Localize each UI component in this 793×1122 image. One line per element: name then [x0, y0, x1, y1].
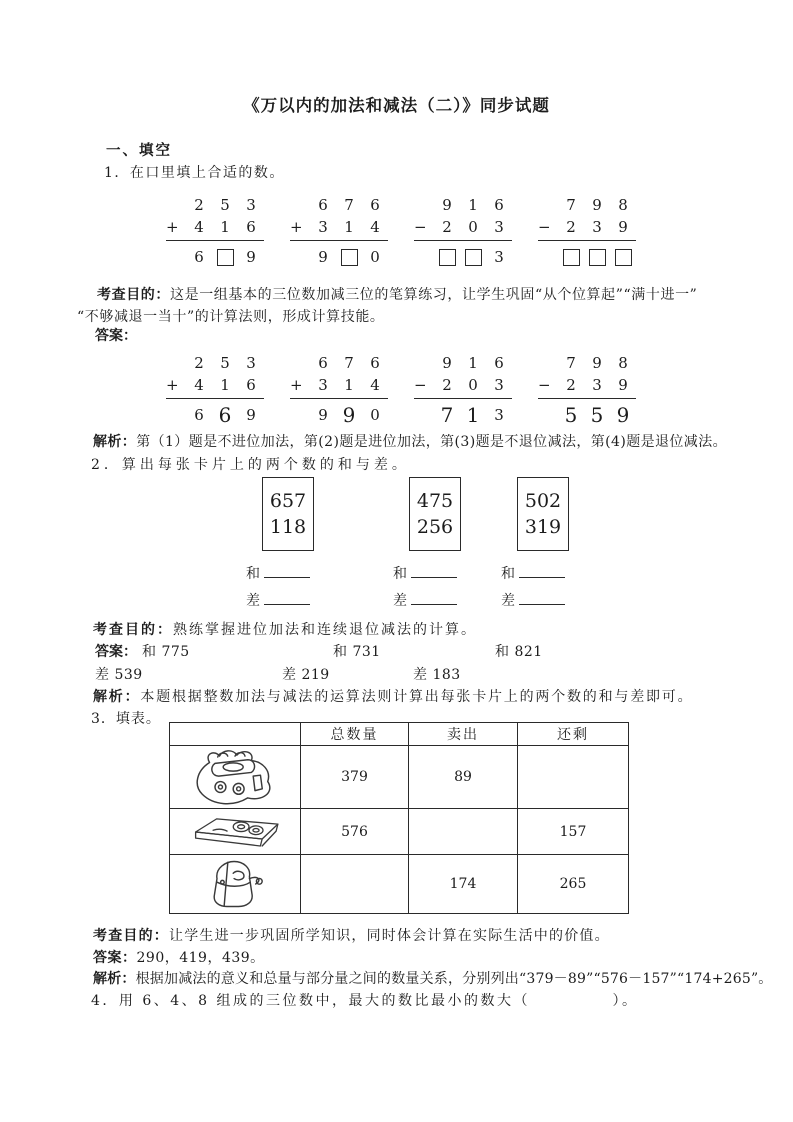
digit: 7	[344, 353, 354, 372]
sum-label: 和	[501, 566, 516, 582]
answer-box-cell	[434, 249, 460, 266]
table-row	[170, 855, 629, 914]
q1-prompt: 1．在口里填上合适的数。	[104, 165, 285, 181]
diff-label: 差	[393, 593, 408, 609]
digit: 9	[318, 405, 328, 424]
q4-prompt: 4．用 6、4、8 组成的三位数中，最大的数比最小的数大（ ）。	[91, 993, 639, 1009]
digit: 5	[564, 403, 578, 427]
answer-box-cell	[336, 249, 362, 266]
answer-box-cell	[460, 249, 486, 266]
answer-line	[414, 240, 512, 241]
answer-box	[439, 249, 456, 266]
digit: 6	[218, 403, 232, 427]
digit: 8	[618, 353, 628, 372]
answer-text: 290，419，439。	[136, 950, 265, 966]
arith-row	[538, 194, 636, 216]
arith-row	[166, 352, 264, 374]
table-cell-left	[518, 746, 629, 809]
table-header-row	[170, 723, 629, 746]
digit: 9	[246, 405, 256, 424]
digit: 4	[194, 375, 204, 394]
digit: 0	[468, 375, 478, 394]
q2-cards-area	[0, 477, 793, 617]
digit: 3	[494, 217, 504, 236]
purpose-text: 熟练掌握进位加法和连续退位减法的计算。	[173, 622, 477, 638]
digit: 4	[370, 375, 380, 394]
page-title: 《万以内的加法和减法（二）》同步试题	[243, 96, 550, 115]
digit: 0	[468, 217, 478, 236]
operator: +	[290, 218, 303, 236]
digit: 2	[566, 217, 576, 236]
sum-row	[246, 563, 310, 583]
digit: 9	[342, 403, 356, 427]
answer-sum: 和 731	[333, 644, 381, 660]
digit: 5	[590, 403, 604, 427]
digit: 6	[318, 353, 328, 372]
digit: 9	[616, 403, 630, 427]
q3-purpose	[93, 925, 610, 945]
answer-box	[615, 249, 632, 266]
digit: 1	[220, 375, 230, 394]
table-row	[170, 809, 629, 855]
answer-line	[166, 240, 264, 241]
digit: 1	[344, 375, 354, 394]
analysis-text: 第（1）题是不进位加法，第(2)题是进位加法，第(3)题是不退位减法，第(4)题是退位减法。	[136, 434, 728, 450]
arith-problem	[414, 194, 512, 270]
diff-blank	[519, 591, 565, 605]
table-cell-total: 576	[301, 809, 409, 855]
q3-answer	[93, 947, 265, 967]
q2-prompt: 2．算出每张卡片上的两个数的和与差。	[91, 457, 410, 473]
purpose-label: 考查目的：	[97, 287, 170, 303]
digit: 0	[370, 405, 380, 424]
card-column	[246, 477, 318, 609]
answer-line	[538, 398, 636, 399]
diff-row	[393, 590, 457, 610]
digit: 2	[566, 375, 576, 394]
card-number: 118	[269, 515, 307, 538]
result-row	[166, 402, 264, 428]
card-number: 657	[269, 489, 307, 512]
answer-label: 答案：	[93, 950, 137, 966]
diff-label: 差	[501, 593, 516, 609]
purpose-text: 这是一组基本的三位数加减三位的笔算练习，让学生巩固“从个位算起”“满十进一”“不够减退一当十”的计算法则，形成计算技能。	[77, 287, 698, 325]
table-cell-sold: 174	[409, 855, 518, 914]
digit: 7	[566, 353, 576, 372]
digit: 7	[566, 195, 576, 214]
arith-problem	[290, 194, 388, 270]
card-number: 256	[416, 515, 454, 538]
analysis-label: 解析：	[93, 434, 137, 450]
digit: 3	[494, 375, 504, 394]
operator: +	[290, 376, 303, 394]
digit: 7	[344, 195, 354, 214]
digit: 6	[194, 405, 204, 424]
digit: 9	[246, 247, 256, 266]
digit: 3	[246, 195, 256, 214]
q2-answer-diffs	[95, 664, 715, 684]
answer-box-cell	[558, 249, 584, 266]
operator: +	[166, 218, 179, 236]
digit: 9	[318, 247, 328, 266]
analysis-label: 解析：	[93, 689, 141, 705]
digit: 3	[318, 375, 328, 394]
digit: 2	[194, 195, 204, 214]
digit: 9	[442, 195, 452, 214]
pencil-case-image	[182, 811, 288, 853]
result-row	[414, 402, 512, 428]
q1-answer-label	[95, 325, 137, 345]
digit: 3	[592, 375, 602, 394]
digit: 6	[194, 247, 204, 266]
answer-sum: 和 821	[495, 644, 543, 660]
card-column	[393, 477, 465, 609]
fill-table	[169, 722, 629, 914]
sum-label: 和	[393, 566, 408, 582]
table-cell-left: 157	[518, 809, 629, 855]
arith-row	[290, 216, 388, 238]
digit: 9	[442, 353, 452, 372]
card-number: 319	[524, 515, 562, 538]
card-number: 475	[416, 489, 454, 512]
operator: −	[538, 218, 551, 236]
digit: 6	[370, 353, 380, 372]
purpose-text: 让学生进一步巩固所学知识，同时体会计算在实际生活中的价值。	[169, 928, 610, 944]
result-row	[290, 244, 388, 270]
digit: 1	[468, 353, 478, 372]
table-cell-total: 379	[301, 746, 409, 809]
number-card	[262, 477, 314, 551]
digit: 9	[592, 195, 602, 214]
answer-label: 答案：	[95, 644, 137, 660]
analysis-text: 本题根据整数加法与减法的运算法则计算出每张卡片上的两个数的和与差即可。	[140, 689, 694, 705]
digit: 4	[370, 217, 380, 236]
q2-answer-sums	[95, 641, 715, 661]
answer-box	[589, 249, 606, 266]
result-row	[538, 244, 636, 270]
result-row	[290, 402, 388, 428]
answer-line	[538, 240, 636, 241]
arith-problem	[290, 352, 388, 428]
pencil-sharpener-image	[202, 857, 268, 911]
digit: 6	[494, 353, 504, 372]
arith-row	[166, 374, 264, 396]
table-cell-total	[301, 855, 409, 914]
arith-problem	[538, 194, 636, 270]
diff-label: 差	[246, 593, 261, 609]
diff-blank	[264, 591, 310, 605]
digit: 3	[246, 353, 256, 372]
digit: 0	[370, 247, 380, 266]
digit: 5	[220, 353, 230, 372]
arith-row	[290, 352, 388, 374]
sum-blank	[519, 564, 565, 578]
digit: 6	[246, 375, 256, 394]
table-cell-left: 265	[518, 855, 629, 914]
digit: 6	[318, 195, 328, 214]
digit: 8	[618, 195, 628, 214]
table-row	[170, 746, 629, 809]
sum-blank	[264, 564, 310, 578]
digit: 1	[466, 403, 480, 427]
arith-row	[290, 374, 388, 396]
answer-diff: 差 219	[282, 667, 330, 683]
answer-box	[563, 249, 580, 266]
q3-prompt: 3．填表。	[91, 711, 161, 727]
q2-analysis	[93, 686, 693, 706]
q1-purpose	[77, 284, 711, 328]
arith-row	[538, 352, 636, 374]
card-number: 502	[524, 489, 562, 512]
answer-box	[341, 249, 358, 266]
item-cell	[170, 746, 301, 809]
answer-box-cell	[584, 249, 610, 266]
digit: 5	[220, 195, 230, 214]
digit: 6	[494, 195, 504, 214]
answer-label: 答案：	[95, 328, 137, 344]
diff-blank	[411, 591, 457, 605]
number-card	[409, 477, 461, 551]
digit: 9	[592, 353, 602, 372]
digit: 3	[494, 247, 504, 266]
arith-row	[290, 194, 388, 216]
arith-problem	[166, 194, 264, 270]
digit: 2	[194, 353, 204, 372]
number-card	[517, 477, 569, 551]
diff-row	[246, 590, 310, 610]
section-heading: 一、填空	[106, 142, 172, 159]
operator: −	[414, 376, 427, 394]
card-column	[501, 477, 573, 609]
arith-row	[414, 216, 512, 238]
digit: 2	[442, 217, 452, 236]
table-header-cell: 总数量	[301, 723, 409, 746]
arith-problem	[414, 352, 512, 428]
arith-row	[414, 352, 512, 374]
arith-row	[166, 194, 264, 216]
sum-row	[393, 563, 457, 583]
answer-box	[465, 249, 482, 266]
digit: 7	[440, 403, 454, 427]
analysis-label: 解析：	[93, 971, 136, 987]
digit: 6	[370, 195, 380, 214]
arith-problem	[538, 352, 636, 428]
answer-sum: 和 775	[142, 644, 190, 660]
digit: 1	[220, 217, 230, 236]
digit: 9	[618, 375, 628, 394]
item-cell	[170, 855, 301, 914]
sum-row	[501, 563, 565, 583]
result-row	[166, 244, 264, 270]
answer-box-cell	[212, 249, 238, 266]
arith-row	[538, 374, 636, 396]
arith-problem	[166, 352, 264, 428]
table-header-cell	[170, 723, 301, 746]
digit: 9	[618, 217, 628, 236]
answer-line	[290, 398, 388, 399]
table-header-cell: 还剩	[518, 723, 629, 746]
item-cell	[170, 809, 301, 855]
arith-row	[414, 374, 512, 396]
operator: +	[166, 376, 179, 394]
result-row	[538, 402, 636, 428]
answer-box-cell	[610, 249, 636, 266]
diff-row	[501, 590, 565, 610]
answer-diff: 差 539	[95, 667, 143, 683]
arith-row	[166, 216, 264, 238]
digit: 2	[442, 375, 452, 394]
result-row	[414, 244, 512, 270]
answer-line	[414, 398, 512, 399]
arith-row	[538, 216, 636, 238]
schoolbag-image	[185, 747, 285, 807]
purpose-label: 考查目的：	[93, 622, 173, 638]
table-header-cell: 卖出	[409, 723, 518, 746]
sum-label: 和	[246, 566, 261, 582]
operator: −	[414, 218, 427, 236]
q2-purpose	[93, 619, 477, 639]
answer-box	[217, 249, 234, 266]
digit: 3	[494, 405, 504, 424]
q1-analysis	[93, 431, 727, 451]
sum-blank	[411, 564, 457, 578]
analysis-text: 根据加减法的意义和总量与部分量之间的数量关系，分别列出“379－89”“576－157”“174+265”。	[135, 971, 773, 987]
table-cell-sold	[409, 809, 518, 855]
answer-diff: 差 183	[413, 667, 461, 683]
purpose-label: 考查目的：	[93, 928, 169, 944]
answer-line	[166, 398, 264, 399]
q1-problem-set	[166, 194, 636, 270]
digit: 1	[468, 195, 478, 214]
table-cell-sold: 89	[409, 746, 518, 809]
arith-row	[414, 194, 512, 216]
digit: 3	[318, 217, 328, 236]
digit: 1	[344, 217, 354, 236]
digit: 4	[194, 217, 204, 236]
answer-line	[290, 240, 388, 241]
digit: 6	[246, 217, 256, 236]
q3-analysis	[93, 968, 773, 988]
digit: 3	[592, 217, 602, 236]
operator: −	[538, 376, 551, 394]
q1-answer-set	[166, 352, 636, 428]
